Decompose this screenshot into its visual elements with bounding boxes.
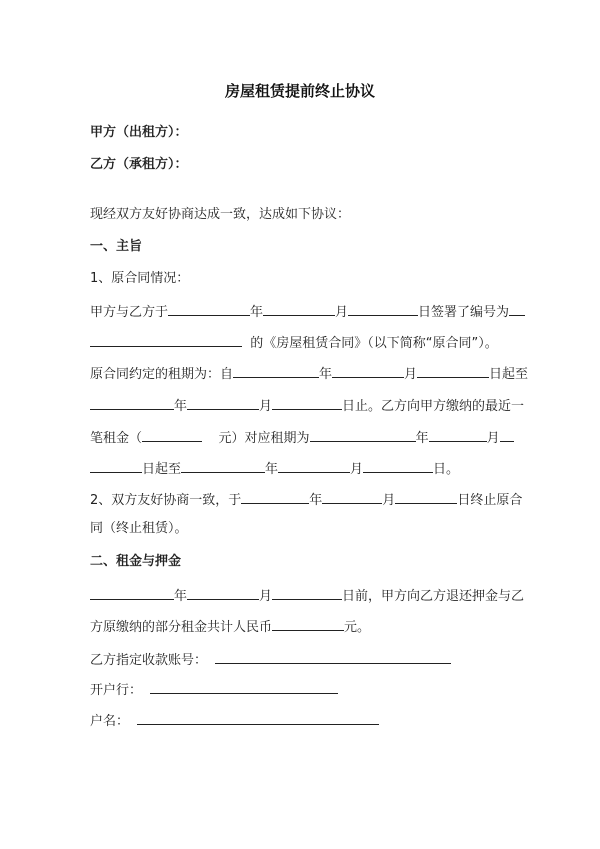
document-title: 房屋租赁提前终止协议 [224,82,375,100]
section-heading-purpose: 一、主旨 [90,239,143,254]
blank-termination-day[interactable] [395,490,457,504]
blank-account-number[interactable] [215,650,451,664]
holder-line [90,711,520,731]
blank-rent-period-month[interactable] [429,428,487,442]
clause-2-cont: 同（终止租赁）。 [90,521,188,536]
blank-rent-end-month[interactable] [278,459,350,473]
blank-term-start-year[interactable] [233,364,319,378]
text: 元）对应租期为 [218,431,310,446]
blank-bank-name[interactable] [150,680,338,694]
text: 方原缴纳的部分租金共计人民币 [90,620,273,635]
blank-term-end-year[interactable] [90,396,174,410]
text: 的《房屋租赁合同》（以下简称“原合同”）。 [250,336,498,351]
text: 月 [335,305,349,320]
party-b-label: 乙方（承租方）： [90,157,188,172]
blank-refund-day[interactable] [272,586,342,600]
text: 日签署了编号为 [418,305,510,320]
party-a-label: 甲方（出租方）： [90,125,188,140]
blank-rent-end-day[interactable] [363,459,433,473]
blank-term-start-day[interactable] [417,364,489,378]
blank-sign-year[interactable] [168,302,250,316]
blank-rent-period-day[interactable] [500,428,514,442]
blank-rent-period-day-cont[interactable] [90,459,142,473]
blank-term-end-month[interactable] [187,396,259,410]
blank-last-rent-amount[interactable] [142,428,202,442]
blank-refund-month[interactable] [187,586,259,600]
rent-period-end-line [90,459,520,479]
blank-contract-number[interactable] [509,302,525,316]
blank-sign-day[interactable] [348,302,418,316]
text: 月 [382,493,396,508]
text: 月 [259,589,273,604]
text: 日止。乙方向甲方缴纳的最近一 [342,399,525,414]
text: 月 [259,399,273,414]
text: 年 [319,367,333,382]
blank-termination-year[interactable] [241,490,309,504]
lease-term-line [90,364,529,384]
blank-term-start-month[interactable] [332,364,404,378]
text: 年 [309,493,323,508]
refund-date-line [90,586,525,606]
bank-line [90,680,520,700]
text: 年 [174,399,188,414]
text: 日前，甲方向乙方退还押金与乙 [342,589,525,604]
refund-amount-line [90,617,520,637]
text: 原合同约定的租期为：自 [90,367,234,382]
blank-termination-month[interactable] [322,490,382,504]
lease-term-end-line [90,396,525,416]
text: 年 [265,462,279,477]
holder-label: 户名： [90,714,130,729]
text: 日。 [433,462,460,477]
intro-text: 现经双方友好协商达成一致，达成如下协议： [90,207,351,222]
text: 日终止原合 [457,493,523,508]
account-label: 乙方指定收款账号： [90,653,208,668]
text: 年 [250,305,264,320]
blank-rent-end-year[interactable] [181,459,265,473]
text: 2、双方友好协商一致，于 [90,493,242,508]
text: 笔租金（ [90,431,143,446]
text: 日起至 [489,367,529,382]
blank-refund-amount[interactable] [272,617,344,631]
text: 年 [174,589,188,604]
text: 月 [486,431,500,446]
text: 日起至 [142,462,182,477]
contract-sign-line [90,302,520,322]
bank-label: 开户行： [90,683,143,698]
blank-term-end-day[interactable] [272,396,342,410]
blank-refund-year[interactable] [90,586,174,600]
clause-1-heading: 1、原合同情况： [90,271,190,286]
blank-account-holder[interactable] [137,711,379,725]
last-rent-line [90,428,520,448]
text: 元。 [344,620,371,635]
contract-name-line [90,333,520,353]
blank-rent-period-year[interactable] [310,428,416,442]
text: 月 [350,462,364,477]
section-heading-rent-deposit: 二、租金与押金 [90,554,182,569]
text: 月 [404,367,418,382]
text: 年 [415,431,429,446]
text: 甲方与乙方于 [90,305,169,320]
clause-2-line [90,490,523,510]
blank-contract-number-cont[interactable] [90,333,242,347]
account-line [90,650,520,670]
blank-sign-month[interactable] [263,302,335,316]
